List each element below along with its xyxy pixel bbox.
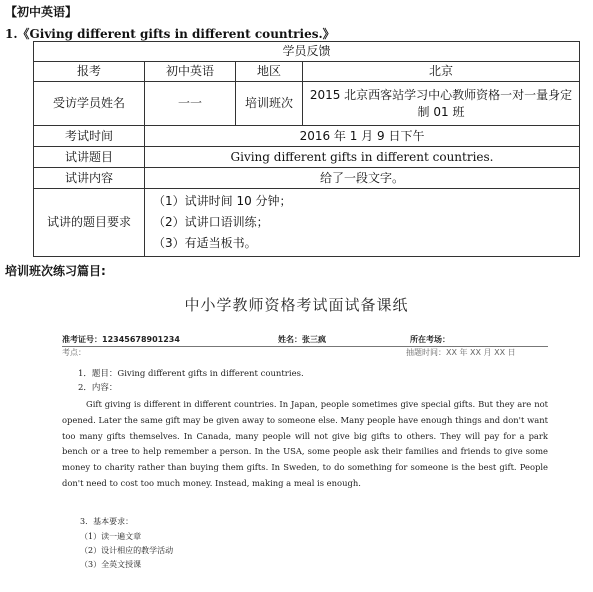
topic-number-label: 考点： xyxy=(62,348,86,357)
topic-label: 试讲题目 xyxy=(34,147,145,168)
feedback-table xyxy=(33,41,580,257)
student-name: 一一 xyxy=(145,82,236,126)
topic-value: Giving different gifts in different countries. xyxy=(145,147,580,168)
region-label: 地区 xyxy=(236,62,303,82)
requirements-list xyxy=(145,189,580,257)
passage: Gift giving is different in different countries. In Japan, people sometimes give special gifts. But they are not opened. Later the same gift may be given away to someone else. Many people have enough things and don't want too many gifts themselves. In Canada, many people will not give big gifts to others. They will pay for a park bench or a tree to help remember a person. In the USA, some people ask their families and friends to give some money to charity rather than buying them gifts. In Sweden, to do something for someone is the best gift. People don't need to cost too much money. Instead, making a meal is enough. xyxy=(62,399,548,488)
region-value: 北京 xyxy=(303,62,580,82)
basic-requirements-title: 3．基本要求： xyxy=(80,517,134,526)
class-value: 2015 北京西客站学习中心教师资格一对一量身定制 01 班 xyxy=(303,82,580,126)
time-label: 考试时间 xyxy=(34,126,145,147)
question-content-label: 2．内容： xyxy=(78,383,118,393)
table-row xyxy=(34,147,580,168)
class-label: 培训班次 xyxy=(236,82,303,126)
requirement-item: （2）试讲口语训练； xyxy=(153,215,269,229)
table-row xyxy=(34,126,580,147)
table-row xyxy=(34,189,580,257)
time-value: 2016 年 1 月 9 日下午 xyxy=(145,126,580,147)
basic-requirement-item: （2）设计相应的教学活动 xyxy=(80,546,174,555)
table-header-row xyxy=(34,42,580,62)
item-title: 1.《Giving different gifts in different countries.》 xyxy=(5,27,335,41)
table-row xyxy=(34,82,580,126)
requirement-item: （3）有适当板书。 xyxy=(153,236,257,250)
section-heading: 【初中英语】 xyxy=(5,5,78,19)
table-title: 学员反馈 xyxy=(34,42,580,62)
exam-number: 准考证号：12345678901234 xyxy=(62,335,180,344)
basic-requirement-item: （3）全英文授课 xyxy=(80,560,142,569)
student-label: 受访学员姓名 xyxy=(34,82,145,126)
sheet-title: 中小学教师资格考试面试备课纸 xyxy=(184,296,409,314)
question-title: 1．题目：Giving different gifts in different countries. xyxy=(78,369,304,379)
basic-requirement-item: （1）读一遍文章 xyxy=(80,532,142,541)
table-row xyxy=(34,168,580,189)
candidate-name: 姓名：张三疯 xyxy=(278,335,326,344)
apply-subject: 初中英语 xyxy=(145,62,236,82)
exam-venue: 所在考场： xyxy=(410,335,450,344)
content-label: 试讲内容 xyxy=(34,168,145,189)
requirements-label: 试讲的题目要求 xyxy=(34,189,145,257)
content-value: 给了一段文字。 xyxy=(145,168,580,189)
apply-label: 报考 xyxy=(34,62,145,82)
requirement-item: （1）试讲时间 10 分钟； xyxy=(153,194,292,208)
draw-time: 抽题时间：XX 年 XX 月 XX 日 xyxy=(406,348,516,357)
practice-heading: 培训班次练习篇目: xyxy=(5,264,106,278)
table-row xyxy=(34,62,580,82)
